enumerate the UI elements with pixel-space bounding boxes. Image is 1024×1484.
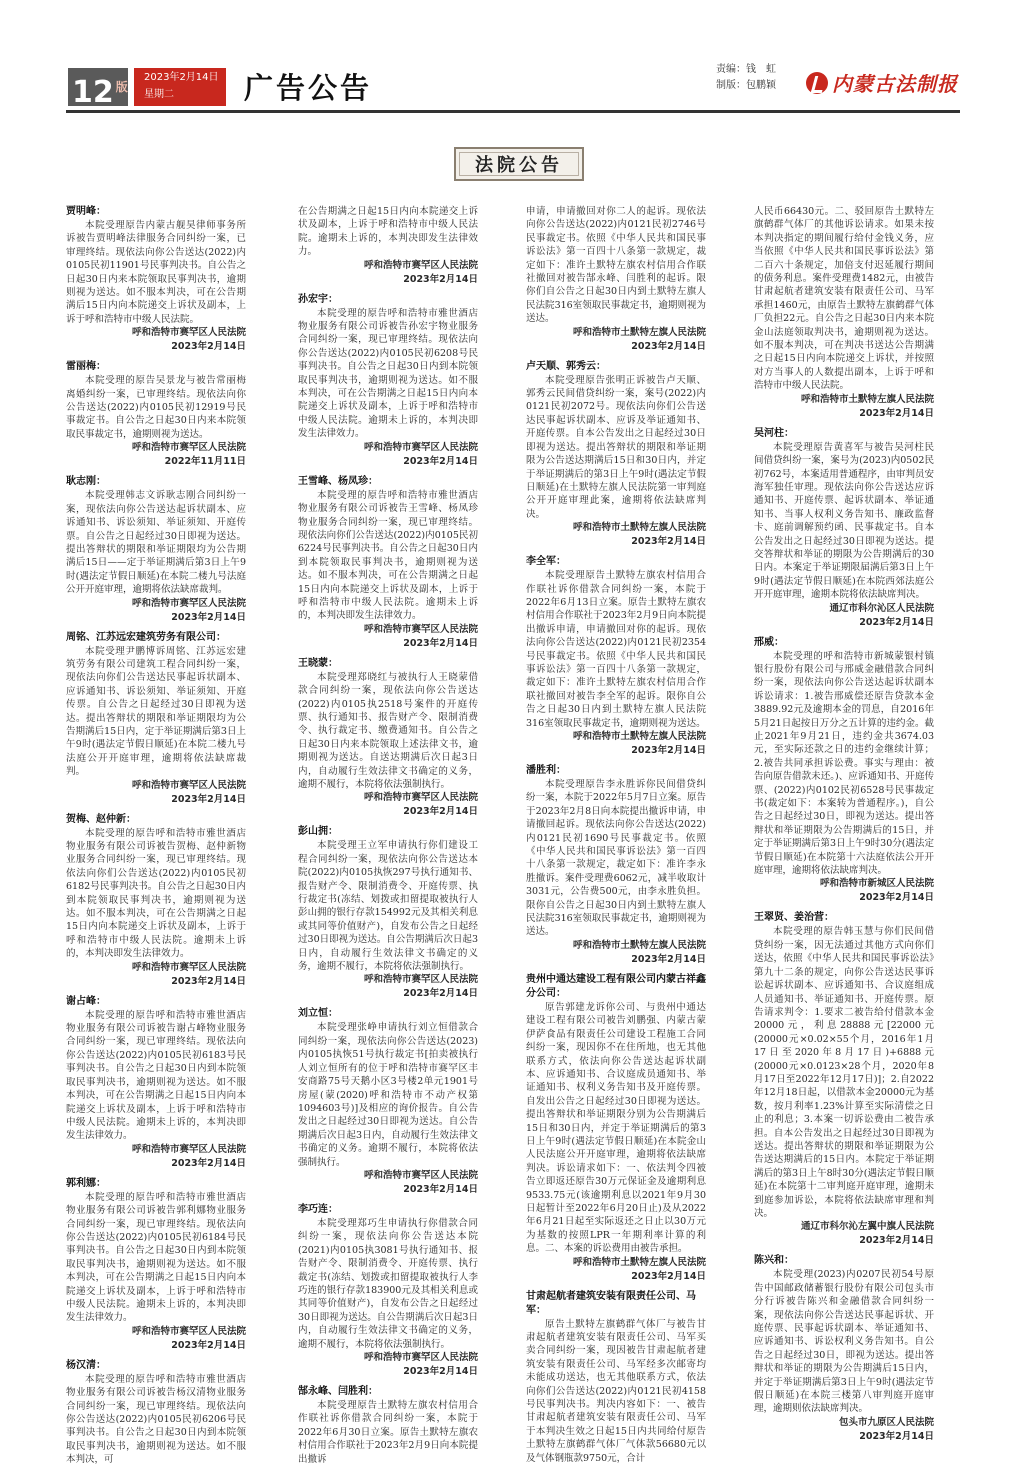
court-notice [526, 205, 706, 354]
notice-body: 本院受理的原告呼和浩特市雅世酒店物业服务有限公司诉被告孙宏宇物业服务合同纠纷一案，现已审理终结。现依法向你公告送达(2022)内0105民初6208号民事判决书。自公告之日起30日内到本院领取民事判决书，逾期则视为送达。如不服本判决，可在公告期满之日起15日内向本院递交上诉状及副本，上诉于呼和浩特市中级人民法院。逾期未上诉的，本判决即发生法律效力。 [298, 307, 478, 440]
notice-court: 呼和浩特市赛罕区人民法院 [131, 597, 246, 609]
court-notice [298, 1385, 478, 1466]
notice-date: 2023年2月14日 [631, 340, 706, 352]
notice-date: 2023年2月14日 [171, 1157, 246, 1169]
notice-body: 本院受理的原告吴景龙与被告常丽梅离婚纠纷一案，已审理终结。现依法向你公告送达(2022)内0105民初12919号民事裁定书。自公告之日起30日内来本院领取民事裁定书，逾期则视为送达。 [66, 375, 246, 440]
notice-date: 2023年2月14日 [171, 611, 246, 623]
notice-date: 2023年2月14日 [631, 745, 706, 756]
court-notice [526, 360, 706, 549]
notice-body: 本院受理韩志文诉耿志刚合同纠纷一案，现依法向你公告送达起诉状副本、应诉通知书、诉讼须知、举证须知、开庭传票。自公告之日起经过30日即视为送达。提出答辩状的期限和举证期限均为公告期满后15日——定于举证期满后第3日上午9时(遇法定节假日顺延)在本院二楼九号法庭公开开庭审理，逾期将依法缺席裁判。 [66, 490, 246, 596]
notice-date: 2023年2月14日 [859, 892, 934, 904]
court-notice [66, 205, 246, 354]
column-3 [526, 205, 706, 1471]
notice-addressee: 贵州中通达建设工程有限公司内蒙古祥鑫分公司： [526, 973, 706, 999]
notice-addressee: 潘胜利： [526, 765, 566, 776]
notice-addressee: 杨汉清： [66, 1359, 106, 1371]
notice-court: 呼和浩特市赛罕区人民法院 [363, 623, 478, 635]
notice-addressee: 郜永峰、闫胜利： [298, 1386, 378, 1397]
court-notice [298, 1203, 478, 1379]
notice-addressee: 王翠贤、姜治营： [754, 912, 834, 924]
column-1 [66, 205, 246, 1473]
notice-court: 呼和浩特市土默特左旗人民法院 [572, 731, 706, 742]
notice-addressee: 王雪峰、杨凤珍： [298, 475, 378, 487]
notice-date: 2022年11月11日 [164, 456, 246, 468]
producer-credit: 制版：包鹏颖 [716, 80, 776, 91]
notice-body: 本院受理郑晓红与被执行人王晓蒙借款合同纠纷一案，现依法向你公告送达(2022)内0105执2518号案件的开庭传票、执行通知书、报告财产令、限制消费令、执行裁定书、缴费通知书。自公告之日起30日内来本院领取上述法律文书，逾期则视为送达。自送达期满后次日起3日内，自动履行生效法律文书确定的义务，逾期不履行，本院将依法强制执行。 [298, 671, 478, 790]
court-notice [66, 631, 246, 807]
editors [716, 62, 776, 94]
notice-date: 2023年2月14日 [403, 1183, 478, 1195]
notice-body: 原告郭建龙诉你公司、与贵州中通达建设工程有限公司被告刘鹏强、内蒙古蒙伊萨食品有限责任公司建设工程施工合同纠纷一案，现因你不在住所地，也无其他联系方式，依法向你公告送达起诉状副本、应诉通知书、合议庭成员通知书、举证通知书、权利义务告知书及开庭传票。自发出公告之日起经过30日即视为送达。提出答辩状和举证期限分别为公告期满后15日和30日内，并定于举证期满后的第3日上午9时(遇法定节假日顺延)在本院金山人民法庭公开开庭审理，逾期将依法缺席判决。诉讼请求如下：一、依法判令四被告立即返还原告30万元保证金及逾期利息9533.75元(该逾期利息以2021年9月30日起暂计至2022年6月20日止)及从2022年6月21日起至实际返还之日止以30万元为基数的按照LPR一年期利率计算的利息。二、本案的诉讼费用由被告承担。 [526, 1001, 706, 1255]
court-notice [66, 475, 246, 624]
notice-banner-title: 法院公告 [475, 155, 563, 176]
notice-date: 2023年2月14日 [403, 1366, 478, 1377]
notice-addressee: 郭利娜： [66, 1177, 106, 1189]
court-notice [526, 764, 706, 967]
notice-banner [454, 147, 584, 181]
notice-body: 本院受理原告土默特左旗农村信用合作联社诉你借款合同纠纷一案，本院于2022年6月30日立案。原告土默特左旗农村信用合作联社于2023年2月9日向本院提出撤诉 [298, 1400, 478, 1465]
notice-date: 2023年2月14日 [403, 637, 478, 649]
notice-court: 呼和浩特市赛罕区人民法院 [363, 441, 478, 453]
court-notice [754, 1254, 934, 1443]
notice-addressee: 卢天顺、郭秀云： [526, 360, 606, 372]
column-2 [298, 205, 478, 1472]
court-notice [298, 475, 478, 651]
notice-body: 本院受理的原告呼和浩特市雅世酒店物业服务有限公司诉被告杨汉清物业服务合同纠纷一案，现已审理终结。现依法向你公告送达(2022)内0105民初6206号民事判决书。自公告之日起30日内到本院领取民事判决书，逾期则视为送达。如不服本判决，可 [66, 1373, 246, 1466]
court-notice [754, 911, 934, 1248]
notice-body: 本院受理原告张明正诉被告卢天顺、郭秀云民间借贷纠纷一案，案号(2022)内0121民初2072号。现依法向你们公告送达民事起诉状副本、应诉及举证通知书、开庭传票。自本公告发出之日起经过30日即视为送达。提出答辩状的期限和举证期限为公告送达期满后15日和30日内，并定于举证期满后的第3日上午9时(遇法定节假日顺延)在土默特左旗人民法院第一审判庭公开开庭审理此案，逾期将依法缺席判决。 [526, 374, 706, 520]
notice-date: 2023年2月14日 [171, 341, 246, 353]
notice-addressee: 周铭、江苏远宏建筑劳务有限公司： [66, 631, 226, 643]
notice-court: 呼和浩特市土默特左旗人民法院 [572, 1256, 706, 1268]
notice-court: 呼和浩特市赛罕区人民法院 [363, 792, 478, 804]
newspaper-name: 内蒙古法制报 [832, 72, 958, 96]
date-box [134, 68, 226, 106]
notice-court: 呼和浩特市新城区人民法院 [819, 878, 934, 890]
court-notice [526, 555, 706, 758]
notice-court: 呼和浩特市赛罕区人民法院 [131, 779, 246, 791]
notice-addressee: 耿志刚： [66, 476, 106, 488]
editor-credit: 责编：钱 虹 [716, 64, 776, 75]
court-notice [298, 205, 478, 287]
notice-addressee: 李全军： [526, 556, 566, 568]
notice-addressee: 雷丽梅： [66, 361, 106, 373]
masthead-rule [66, 110, 960, 113]
notice-addressee: 贺梅、赵仲新： [66, 813, 136, 825]
court-notice [66, 1177, 246, 1353]
court-notice [754, 636, 934, 906]
notice-date: 2023年2月14日 [859, 407, 934, 419]
notice-addressee: 贾明峰： [66, 206, 106, 217]
notice-date: 2023年2月14日 [403, 455, 478, 467]
notice-date: 2023年2月14日 [631, 953, 706, 965]
court-notice [298, 657, 478, 820]
notice-addressee: 孙宏宇： [298, 293, 338, 305]
notice-date: 2023年2月14日 [631, 1270, 706, 1282]
notice-addressee: 李巧连： [298, 1203, 338, 1215]
court-notice [66, 1359, 246, 1467]
notice-date: 2023年2月14日 [403, 273, 478, 285]
court-notice [526, 973, 706, 1284]
notice-court: 包头市九原区人民法院 [838, 1416, 934, 1428]
notice-court: 呼和浩特市赛罕区人民法院 [363, 1169, 478, 1181]
notice-body: 原告土默特左旗鹤群气体厂与被告甘肃起航者建筑安装有限责任公司、马军买卖合同纠纷一案，现因被告甘肃起航者建筑安装有限责任公司、马军经多次邮寄均未能成功送达，也无其他联系方式，依法向你们公告送达(2022)内0121民初4158号民事判决书。判决内容如下：一、被告甘肃起航者建筑安装有限责任公司、马军于本判决生效之日起15日内共同给付原告土默特左旗鹤群气体厂气体款56680元以及气体钢瓶款9750元，合计 [526, 1318, 706, 1464]
court-notice [298, 825, 478, 1001]
notice-court: 呼和浩特市赛罕区人民法院 [363, 974, 478, 986]
notice-body: 在公告期满之日起15日内向本院递交上诉状及副本，上诉于呼和浩特市中级人民法院。逾期未上诉的，本判决即发生法律效力。 [298, 206, 478, 258]
notice-date: 2023年2月14日 [171, 793, 246, 805]
notice-court: 呼和浩特市赛罕区人民法院 [131, 961, 246, 973]
section-title: 广告公告 [244, 71, 373, 105]
notice-court: 呼和浩特市赛罕区人民法院 [131, 1143, 246, 1155]
notice-body: 本院受理原告土默特左旗农村信用合作联社诉你借款合同纠纷一案，本院于2022年6月13日立案。原告土默特左旗农村信用合作联社于2023年2月9日向本院提出撤诉申请，申请撤回对你的起诉。现依法向你公告送达(2022)内0121民初2354号民事裁定书。依照《中华人民共和国民事诉讼法》第一百四十八条第一款规定，裁定如下：准许土默特左旗农村信用合作联社撤回对被告李全军的起诉。限你自公告之日起30日内到土默特左旗人民法院316室领取民事裁定书，逾期则视为送达。 [526, 570, 706, 729]
masthead [66, 62, 960, 108]
notice-court: 呼和浩特市赛罕区人民法院 [131, 1325, 246, 1337]
notice-court: 呼和浩特市赛罕区人民法院 [131, 442, 246, 454]
court-notice [298, 293, 478, 469]
notice-addressee: 王晓蒙： [298, 657, 338, 669]
court-notice [754, 205, 934, 421]
notice-court: 呼和浩特市赛罕区人民法院 [363, 1352, 478, 1363]
notice-court: 通辽市科尔沁左翼中旗人民法院 [800, 1221, 934, 1233]
notice-date: 2023年2月14日 [631, 536, 706, 548]
notice-date: 2023年2月14日 [171, 975, 246, 987]
notice-court: 呼和浩特市赛罕区人民法院 [131, 327, 246, 339]
notice-body: 人民币66430元。二、驳回原告土默特左旗鹤群气体厂的其他诉讼请求。如果未按本判决指定的期间履行给付金钱义务，应当依照《中华人民共和国民事诉讼法》第二百六十条规定，加倍支付迟延履行期间的债务利息。案件受理费1482元，由被告甘肃起航者建筑安装有限责任公司、马军承担1460元，由原告土默特左旗鹤群气体厂负担22元。自公告之日起30日内来本院金山法庭领取判决书，逾期则视为送达。如不服本判决，可在判决书送达公告期满之日起15日内向本院递交上诉状，并按照对方当事人的人数提出副本，上诉于呼和浩特市中级人民法院。 [754, 206, 934, 392]
notice-body: 本院受理原告李永胜诉你民间借贷纠纷一案，本院于2022年5月7日立案。原告于2023年2月8日向本院提出撤诉申请，申请撤回起诉。现依法向你公告送达(2022)内0121民初1690号民事裁定书。依照《中华人民共和国民事诉讼法》第一百四十八条第一款规定，裁定如下：准许李永胜撤诉。案件受理费6062元，减半收取计3031元，公告费500元，由李永胜负担。限你自公告之日起30日内到土默特左旗人民法院316室领取民事裁定书，逾期则视为送达。 [526, 779, 706, 938]
notice-body: 本院受理郑巧生申请执行你借款合同纠纷一案，现依法向你公告送达本院(2021)内0105执3081号执行通知书、报告财产令、限制消费令、开庭传票、执行裁定书(冻结、划拨或扣留提取被执行人李巧连的银行存款183900元及其相关利息或其同等价值财产)，自发布公告之日起经过30日即视为送达。自公告期满后次日起3日内，自动履行生效法律文书确定的义务，逾期不履行，本院将依法强制执行。 [298, 1217, 478, 1350]
notice-court: 呼和浩特市土默特左旗人民法院 [572, 522, 706, 534]
notice-body: 本院受理的原告呼和浩特市雅世酒店物业服务有限公司诉被告贺梅、赵仲新物业服务合同纠纷一案，现已审理终结。现依法向你们公告送达(2022)内0105民初6182号民事判决书。自公告之日起30日内到本院领取民事判决书，逾期则视为送达。如不服本判决，可在公告期满之日起15日内向本院递交上诉状及副本，上诉于呼和浩特市中级人民法院。逾期未上诉的，本判决即发生法律效力。 [66, 827, 246, 960]
notice-date: 2023年2月14日 [403, 806, 478, 818]
notice-body: 本院受理的原告呼和浩特市雅世酒店物业服务有限公司诉被告郭利娜物业服务合同纠纷一案，现已审理终结。现依法向你公告送达(2022)内0105民初6184号民事判决书。自公告之日起30日内到本院领取民事判决书，逾期则视为送达。如不服本判决，可在公告期满之日起15日内向本院递交上诉状及副本，上诉于呼和浩特市中级人民法院。逾期未上诉的，本判决即发生法律效力。 [66, 1191, 246, 1324]
notice-addressee: 吴河柱： [754, 427, 794, 439]
court-notice [754, 427, 934, 630]
notice-addressee: 陈兴和： [754, 1255, 794, 1267]
column-4 [754, 205, 934, 1450]
notice-date: 2023年2月14日 [859, 616, 934, 628]
notice-body: 本院受理尹鹏博诉周铭、江苏远宏建筑劳务有限公司建筑工程合同纠纷一案，现依法向你们公告送达民事起诉状副本、应诉通知书、诉讼须知、举证须知、开庭传票。自公告之日起经过30日即视为送达。提出答辩状的期限和举证期限均为公告期满后15日内，定于举证期满后第3日上午9时(遇法定节假日顺延)在本院二楼九号法庭公开开庭审理，逾期将依法缺席裁判。 [66, 645, 246, 778]
court-notice [66, 995, 246, 1171]
notice-body: 本院受理王立军申请执行你们建设工程合同纠纷一案，现依法向你公告送达本院(2022)内0105执恢297号执行通知书、报告财产令、限制消费令、开庭传票、执行裁定书(冻结、划拨或扣留提取被执行人彭山拥的银行存款154992元及其相关利息或其同等价值财产)，自发布公告之日起经过30日即视为送达。自公告期满后次日起3日内，自动履行生效法律文书确定的义务，逾期不履行，本院将依法强制执行。 [298, 840, 478, 973]
notice-body: 本院受理的原告韩玉慧与你们民间借贷纠纷一案，因无法通过其他方式向你们送达，依照《中华人民共和国民事诉讼法》第九十二条的规定，向你公告送达民事诉讼起诉状副本、应诉通知书、合议庭组成人员通知书、举证通知书、开庭传票。原告请求判令：1.要求二被告给付借款本金20000元，利息28888元[22000元(20000元×0.02×55个月，2016年1月17日至2020年8月17日)+6888元(20000元×0.0123×28个月，2020年8月17日至2022年12月17日)]；2.自2022年12月18日起，以借款本金20000元为基数，按月利率1.23%计算至实际清偿之日止的利息；3.本案一切诉讼费由二被告承担。自本公告发出之日起经过30日即视为送达。提出答辩状的期限和举证期限为公告送达期满后的15日内。本院定于举证期满后的第3日上午8时30分(遇法定节假日顺延)在本院第十二审判庭开庭审理，逾期未到庭参加诉讼，本院将依法缺席审理和判决。 [754, 926, 934, 1219]
notice-addressee: 谢占峰： [66, 995, 106, 1007]
notice-court: 呼和浩特市赛罕区人民法院 [363, 259, 478, 271]
court-notice [66, 813, 246, 989]
newspaper-logo-icon [806, 72, 828, 94]
notice-body: 本院受理(2023)内0207民初54号原告中国邮政储蓄银行股份有限公司包头市分行诉被告陈兴和金融借款合同纠纷一案，现依法向你公告送达民事起诉状、开庭传票、民事起诉状副本、举证通知书、应诉通知书、诉讼权利义务告知书。自公告之日起经过30日，即视为送达。提出答辩状和举证的期限为公告期满后15日内，并定于举证期满后第3日上午9时(遇法定节假日顺延)在本院三楼第八审判庭开庭审理，逾期则依法缺席判决。 [754, 1269, 934, 1415]
notice-body: 本院受理原告黄喜军与被告吴河柱民间借贷纠纷一案，案号为(2023)内0502民初762号，本案适用普通程序，由审判员安海军独任审理。现依法向你公告送达应诉通知书、开庭传票、起诉状副本、举证通知书、当事人权利义务告知书、廉政监督卡、庭前调解预约函、民事裁定书。自本公告发出之日起经过30日即视为送达。提交答辩状和举证的期限为公告期满后的30日内。本案定于举证期限届满后第3日上午9时(遇法定节假日顺延)在本院西郊法庭公开开庭审理，逾期本院将依法缺席判决。 [754, 441, 934, 601]
notice-court: 通辽市科尔沁区人民法院 [829, 602, 934, 614]
notice-body: 本院受理的原告呼和浩特市雅世酒店物业服务有限公司诉被告王雪峰、杨凤珍物业服务合同纠纷一案，现已审理终结。现依法向你们公告送达(2022)内0105民初6224号民事判决书。自公告之日起30日内到本院领取民事判决书，逾期则视为送达。如不服本判决，可在公告期满之日起15日内向本院递交上诉状及副本，上诉于呼和浩特市中级人民法院。逾期未上诉的，本判决即发生法律效力。 [298, 489, 478, 622]
newspaper-logo [806, 68, 958, 97]
notice-addressee: 邢威： [754, 636, 784, 648]
court-notice [66, 360, 246, 469]
notice-date: 2023年2月14日 [859, 1430, 934, 1442]
notice-date: 2023年2月14日 [171, 1339, 246, 1351]
issue-weekday: 星期二 [144, 89, 174, 100]
notice-body: 本院受理的呼和浩特市新城蒙银村镇银行股份有限公司与邢威金融借款合同纠纷一案，现依法向你公告送达起诉状副本诉讼请求：1.被告邢威偿还原告贷款本金3889.92元及逾期本金的罚息，自2016年5月21日起按日万分之五计算的违约金。截止2021年9月21日，违约金共3674.03元，至实际还款之日的违约金继续计算；2.被告共同承担诉讼费。事实与理由：被告向原告借款未还。)、应诉通知书、开庭传票、(2022)内0102民初6528号民事裁定书(裁定如下：本案转为普通程序。)，自公告之日起经过30日，即视为送达。提出答辩状和举证期限为公告期满后的15日，并定于举证期满后第3日上午9时30分(遇法定节假日顺延)在本院第十六法庭依法公开开庭审理，逾期将依法缺席判决。 [754, 650, 934, 877]
notice-date: 2023年2月14日 [859, 1235, 934, 1247]
notice-addressee: 彭山拥： [298, 826, 338, 838]
court-notice [298, 1007, 478, 1196]
notice-date: 2023年2月14日 [403, 988, 478, 1000]
notice-court: 呼和浩特市土默特左旗人民法院 [572, 326, 706, 338]
notice-body: 申请，申请撤回对你二人的起诉。现依法向你公告送达(2022)内0121民初2746号民事裁定书。依照《中华人民共和国民事诉讼法》第一百四十八条第一款规定，裁定如下：准许土默特左旗农村信用合作联社撤回对被告郜永峰、闫胜利的起诉。限你们自公告之日起30日内到土默特左旗人民法院316室领取民事裁定书，逾期则视为送达。 [526, 206, 706, 325]
notice-body: 本院受理的原告呼和浩特市雅世酒店物业服务有限公司诉被告谢占峰物业服务合同纠纷一案，现已审理终结。现依法向你公告送达(2022)内0105民初6183号民事判决书。自公告之日起30日内到本院领取民事判决书，逾期则视为送达。如不服本判决，可在公告期满之日起15日内向本院递交上诉状及副本，上诉于呼和浩特市中级人民法院。逾期未上诉的，本判决即发生法律效力。 [66, 1009, 246, 1142]
notice-addressee: 甘肃起航者建筑安装有限责任公司、马军： [526, 1290, 696, 1316]
court-notice [526, 1290, 706, 1465]
notice-court: 呼和浩特市土默特左旗人民法院 [572, 939, 706, 951]
notice-body: 本院受理原告内蒙古舰昊律师事务所诉被告贾明峰法律服务合同纠纷一案，已审理终结。现依法向你公告送达(2022)内0105民初11901号民事判决书。自公告之日起30日内来本院领取民事判决书，逾期则视为送达。如不服本判决，可在公告期满后15日内向本院递交上诉状及副本，上诉于呼和浩特市中级人民法院。 [66, 220, 246, 325]
page-number: 12 $^版$ [68, 68, 128, 106]
issue-date: 2023年2月14日 [144, 72, 219, 83]
notice-addressee: 刘立恒： [298, 1008, 338, 1020]
notice-court: 呼和浩特市土默特左旗人民法院 [800, 393, 934, 405]
notice-body: 本院受理张峥申请执行刘立恒借款合同纠纷一案，现依法向你公告送达(2023)内0105执恢51号执行裁定书[拍卖被执行人刘立恒所有的位于呼和浩特市赛罕区丰安商路75号天鹅小区3号楼2单元1901号房屋(蒙(2020)呼和浩特市不动产权第1094603号)]及相应的询价报告。自公告发出之日起经过30日即视为送达。自公告期满后次日起3日内，自动履行生效法律文书确定的义务。逾期不履行，本院将依法强制执行。 [298, 1022, 478, 1168]
